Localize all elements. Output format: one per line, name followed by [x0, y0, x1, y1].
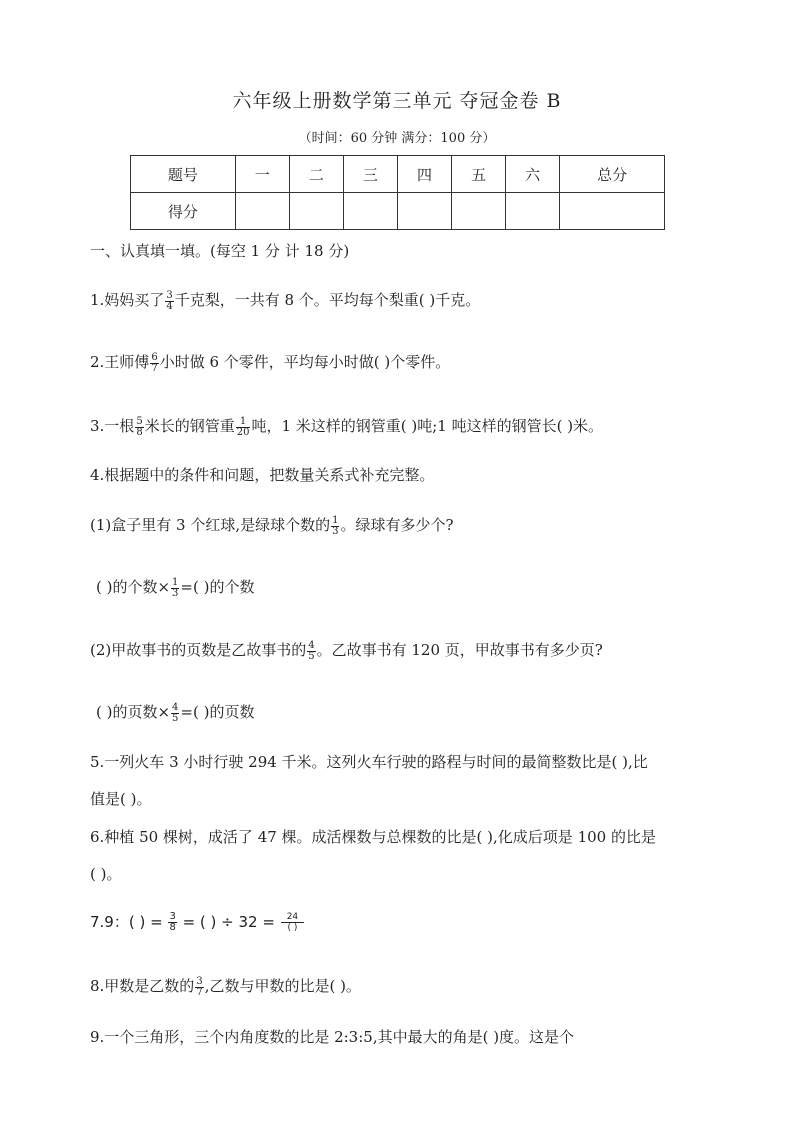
score-blank-cell[interactable]: [235, 193, 289, 230]
q-text: 。绿球有多少个?: [340, 516, 454, 534]
denominator: ( ): [287, 923, 298, 933]
score-cell: 五: [452, 156, 506, 193]
numerator: 3: [196, 975, 203, 987]
score-blank-cell[interactable]: [506, 193, 560, 230]
q-text: (2)甲故事书的页数是乙故事书的: [90, 641, 307, 659]
fraction: [281, 912, 304, 933]
numerator: 5: [136, 415, 143, 427]
denominator: 4: [166, 300, 173, 312]
q-text: 。乙故事书有 120 页，甲故事书有多少页?: [316, 641, 603, 659]
numerator: 1: [236, 417, 251, 428]
question-2: [90, 352, 450, 374]
question-5-line-2: 值是( )。: [90, 790, 152, 808]
q-text: 7.9：( ) =: [90, 913, 168, 931]
q-text: 8.甲数是乙数的: [90, 977, 195, 995]
question-4-1: [90, 515, 454, 537]
q-text: =( )的页数: [180, 703, 255, 721]
q-text: ( )的页数×: [96, 703, 171, 721]
fraction: [195, 977, 203, 998]
score-blank-cell[interactable]: [289, 193, 343, 230]
formula-4-2: [96, 702, 254, 724]
numerator: 24: [281, 912, 304, 923]
question-7: [90, 912, 305, 933]
question-5-line-1: 5.一列火车 3 小时行驶 294 千米。这列火车行驶的路程与时间的最简整数比是( ),比: [90, 753, 648, 771]
denominator: 7: [196, 986, 203, 998]
denominator: 3: [332, 525, 339, 537]
denominator: 5: [308, 650, 315, 662]
numerator: 3: [169, 911, 176, 922]
question-1: [90, 290, 480, 312]
q-text: ( )的个数×: [96, 578, 171, 596]
fraction: [168, 912, 176, 933]
fraction: [331, 516, 339, 537]
section-heading: 一、认真填一填。(每空 1 分 计 18 分): [90, 242, 350, 260]
score-table: [130, 155, 665, 230]
page-title: 六年级上册数学第三单元 夺冠金卷 B: [232, 90, 562, 112]
score-blank-cell[interactable]: [343, 193, 397, 230]
q-text: 千克梨，一共有 8 个。平均每个梨重( )千克。: [174, 291, 481, 309]
score-cell: 二: [289, 156, 343, 193]
score-blank-cell[interactable]: [560, 193, 665, 230]
question-9: 9.一个三角形，三个内角度数的比是 2:3:5,其中最大的角是( )度。这是个: [90, 1028, 575, 1046]
fraction: [171, 703, 179, 724]
score-row-label: 得分: [131, 193, 236, 230]
fraction: [150, 353, 158, 374]
score-table-header-row: [131, 156, 665, 193]
exam-info: （时间：60 分钟 满分：100 分）: [298, 131, 496, 146]
question-6-line-2: ( )。: [90, 865, 122, 883]
numerator: 4: [172, 701, 179, 713]
score-blank-cell[interactable]: [397, 193, 451, 230]
q-text: 1.妈妈买了: [90, 291, 165, 309]
denominator: 20: [236, 426, 250, 438]
q-text: 3.一根: [90, 417, 135, 435]
numerator: 4: [308, 639, 315, 651]
score-table-score-row: [131, 193, 665, 230]
q-text: (1)盒子里有 3 个红球,是绿球个数的: [90, 516, 331, 534]
score-cell: 题号: [131, 156, 236, 193]
numerator: 6: [151, 351, 158, 363]
fraction: [135, 417, 143, 438]
question-6-line-1: 6.种植 50 棵树，成活了 47 棵。成活棵数与总棵数的比是( ),化成后项是 100 的比是: [90, 828, 656, 846]
question-4: 4.根据题中的条件和问题，把数量关系式补充完整。: [90, 466, 435, 484]
q-text: = ( ) ÷ 32 =: [177, 913, 280, 931]
denominator: 8: [169, 922, 176, 933]
denominator: 3: [172, 587, 179, 599]
fraction: [171, 578, 179, 599]
numerator: 1: [172, 576, 179, 588]
formula-4-1: [96, 577, 254, 599]
score-cell: 三: [343, 156, 397, 193]
q-text: 米长的钢管重: [144, 417, 235, 435]
score-cell: 总分: [560, 156, 665, 193]
fraction: [307, 641, 315, 662]
q-text: ,乙数与甲数的比是( )。: [204, 977, 361, 995]
score-cell: 一: [235, 156, 289, 193]
question-3: [90, 416, 603, 438]
denominator: 8: [136, 426, 143, 438]
denominator: 7: [151, 362, 158, 374]
score-blank-cell[interactable]: [452, 193, 506, 230]
score-cell: 四: [397, 156, 451, 193]
q-text: =( )的个数: [180, 578, 255, 596]
numerator: 1: [332, 514, 339, 526]
question-8: [90, 976, 361, 998]
fraction: [236, 417, 251, 438]
fraction: [165, 291, 173, 312]
score-cell: 六: [506, 156, 560, 193]
numerator: 3: [166, 289, 173, 301]
denominator: 5: [172, 712, 179, 724]
q-text: 2.王师傅: [90, 353, 150, 371]
q-text: 小时做 6 个零件，平均每小时做( )个零件。: [159, 353, 451, 371]
q-text: 吨，1 米这样的钢管重( )吨;1 吨这样的钢管长( )米。: [251, 417, 604, 435]
question-4-2: [90, 640, 603, 662]
